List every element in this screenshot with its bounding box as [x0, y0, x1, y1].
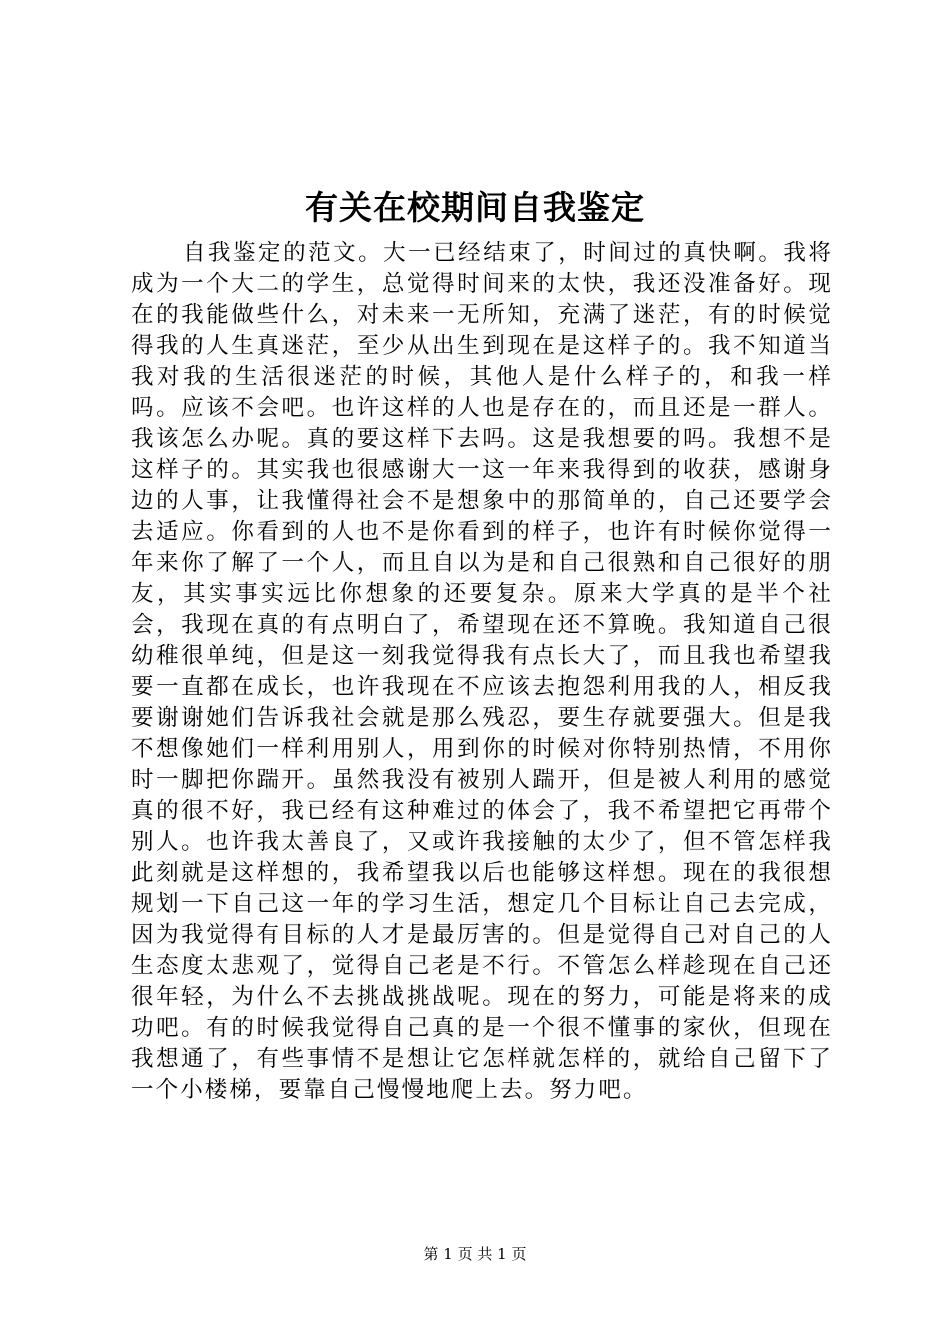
document-body-paragraph: 自我鉴定的范文。大一已经结束了，时间过的真快啊。我将成为一个大二的学生，总觉得时间来的太快，我还没准备好。现在的我能做些什么，对未来一无所知，充满了迷茫，有的时候觉得我的人生真迷茫，至少从出生到现在是这样子的。我不知道当我对我的生活很迷茫的时候，其他人是什么样子的，和我一样吗。应该不会吧。也许这样的人也是存在的，而且还是一群人。我该怎么办呢。真的要这样下去吗。这是我想要的吗。我想不是这样子的。其实我也很感谢大一这一年来我得到的收获，感谢身边的人事，让我懂得社会不是想象中的那简单的，自己还要学会去适应。你看到的人也不是你看到的样子，也许有时候你觉得一年来你了解了一个人，而且自以为是和自己很熟和自己很好的朋友，其实事实远比你想象的还要复杂。原来大学真的是半个社会，我现在真的有点明白了，希望现在还不算晚。我知道自己很幼稚很单纯，但是这一刻我觉得我有点长大了，而且我也希望我要一直都在成长，也许我现在不应该去抱怨利用我的人，相反我要谢谢她们告诉我社会就是那么残忍，要生存就要强大。但是我不想像她们一样利用别人，用到你的时候对你特别热情，不用你时一脚把你踹开。虽然我没有被别人踹开，但是被人利用的感觉真的很不好，我已经有这种难过的体会了，我不希望把它再带个别人。也许我太善良了，又或许我接触的太少了，但不管怎样我此刻就是这样想的，我希望我以后也能够这样想。现在的我很想规划一下自己这一年的学习生活，想定几个目标让自己去完成，因为我觉得有目标的人才是最厉害的。但是觉得自己对自己的人生态度太悲观了，觉得自己老是不行。不管怎么样趁现在自己还很年轻，为什么不去挑战挑战呢。现在的努力，可能是将来的成功吧。有的时候我觉得自己真的是一个很不懂事的家伙，但现在我想通了，有些事情不是想让它怎样就怎样的，就给自己留下了一个小楼梯，要靠自己慢慢地爬上去。努力吧。: [131, 240, 833, 1103]
document-title: 有关在校期间自我鉴定: [305, 188, 645, 227]
page-number-footer: 第 1 页 共 1 页: [423, 1245, 527, 1263]
